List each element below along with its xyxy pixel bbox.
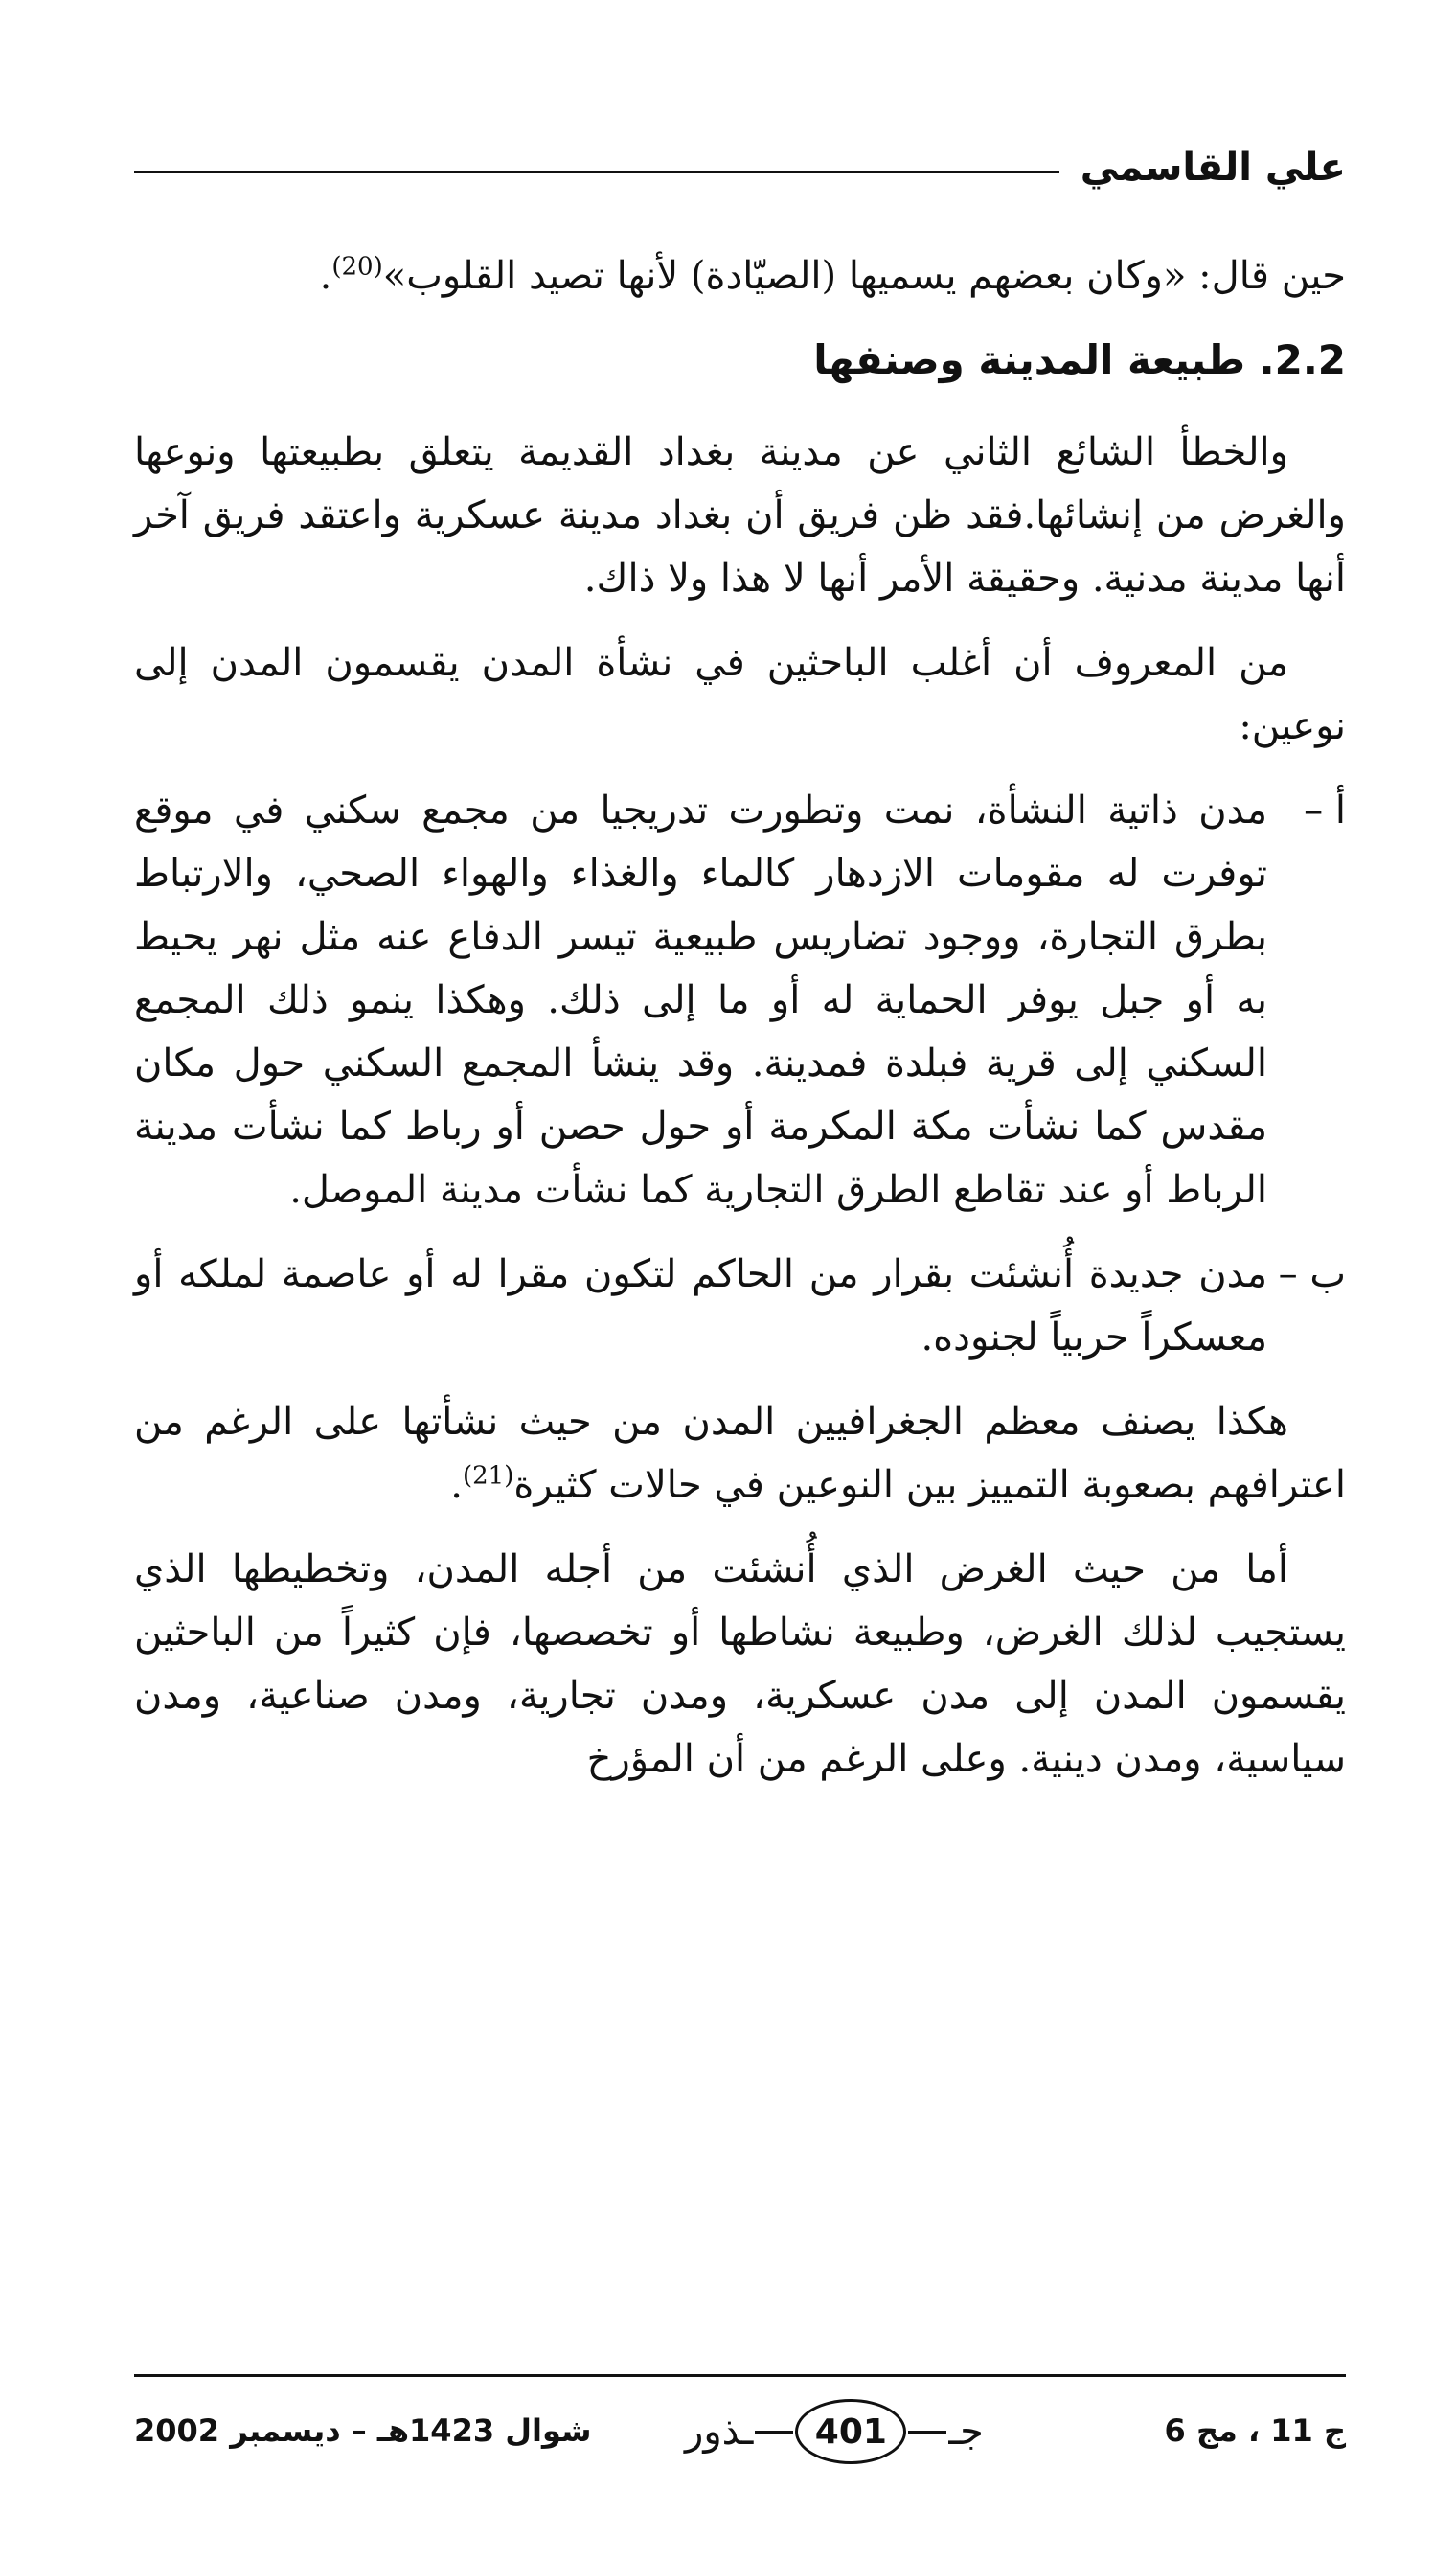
header-author: علي القاسمي: [1080, 146, 1346, 190]
paragraph-2: والخطأ الشائع الثاني عن مدينة بغداد القديمة يتعلق بطبيعتها ونوعها والغرض من إنشائها.فقد ظن فريق أن بغداد مدينة عسكرية واعتقد فريق آخر أنها مدينة مدنية. وحقيقة الأمر أنها لا هذا ولا ذاك.: [134, 430, 1346, 601]
list-marker-a: أ –: [1304, 789, 1346, 833]
list-marker-b: ب –: [1278, 1252, 1346, 1296]
footer-journal-title: [685, 2399, 984, 2464]
page-number: 401: [795, 2399, 906, 2464]
footnote-ref-20: (20): [331, 252, 383, 282]
paragraph-4: هكذا يصنف معظم الجغرافيين المدن من حيث نشأتها على الرغم من اعترافهم بصعوبة التمييز بين النوعين في حالات كثيرة$^{(21)}$.: [134, 1400, 1346, 1507]
list-item-a: [134, 779, 1346, 1222]
journal-dash-right: [908, 2431, 946, 2434]
journal-name-right: جـ: [948, 2410, 984, 2454]
list-text-a: مدن ذاتية النشأة، نمت وتطورت تدريجيا من مجمع سكني في موقع توفرت له مقومات الازدهار كالماء والغذاء والهواء الصحي، والارتباط بطرق التجارة، ووجود تضاريس طبيعية تيسر الدفاع عنه مثل نهر يحيط به أو جبل يوفر الحماية له أو ما إلى ذلك. وهكذا ينمو ذلك المجمع السكني إلى قرية فبلدة فمدينة. وقد ينشأ المجمع السكني حول مكان مقدس كما نشأت مكة المكرمة أو حول حصن أو رباط كما نشأت مدينة الرباط أو عند تقاطع الطرق التجارية كما نشأت مدينة الموصل.: [134, 789, 1267, 1212]
footnote-ref-21: (21): [462, 1461, 514, 1491]
section-heading: 2.2. طبيعة المدينة وصنفها: [813, 336, 1346, 383]
footer-rule: [134, 2374, 1346, 2377]
footer-date: شوال 1423هـ – ديسمبر 2002: [134, 2412, 592, 2449]
footer-volume: ج 11 ، مج 6: [1164, 2412, 1346, 2449]
header-rule: [134, 171, 1059, 173]
paragraph-1: حين قال: «وكان بعضهم يسميها (الصيّادة) لأنها تصيد القلوب»$^{(20)}$.: [319, 252, 1346, 298]
page-footer: [134, 2395, 1346, 2472]
list-text-b: مدن جديدة أُنشئت بقرار من الحاكم لتكون مقرا له أو عاصمة لملكه أو معسكراً حربياً لجنوده.: [134, 1252, 1267, 1360]
list-item-b: [134, 1243, 1346, 1369]
body-text: [134, 244, 1346, 1812]
running-header: [134, 134, 1346, 201]
document-page: [134, 0, 1346, 2560]
paragraph-5: أما من حيث الغرض الذي أُنشئت من أجله المدن، وتخطيطها الذي يستجيب لذلك الغرض، وطبيعة نشاطها أو تخصصها، فإن كثيراً من الباحثين يقسمون المدن إلى مدن عسكرية، ومدن تجارية، ومدن صناعية، ومدن سياسية، ومدن دينية. وعلى الرغم من أن المؤرخ: [134, 1547, 1346, 1781]
paragraph-3: من المعروف أن أغلب الباحثين في نشأة المدن يقسمون المدن إلى نوعين:: [134, 641, 1346, 748]
journal-name-left: ـذور: [685, 2410, 754, 2454]
journal-dash-left: [755, 2431, 793, 2434]
